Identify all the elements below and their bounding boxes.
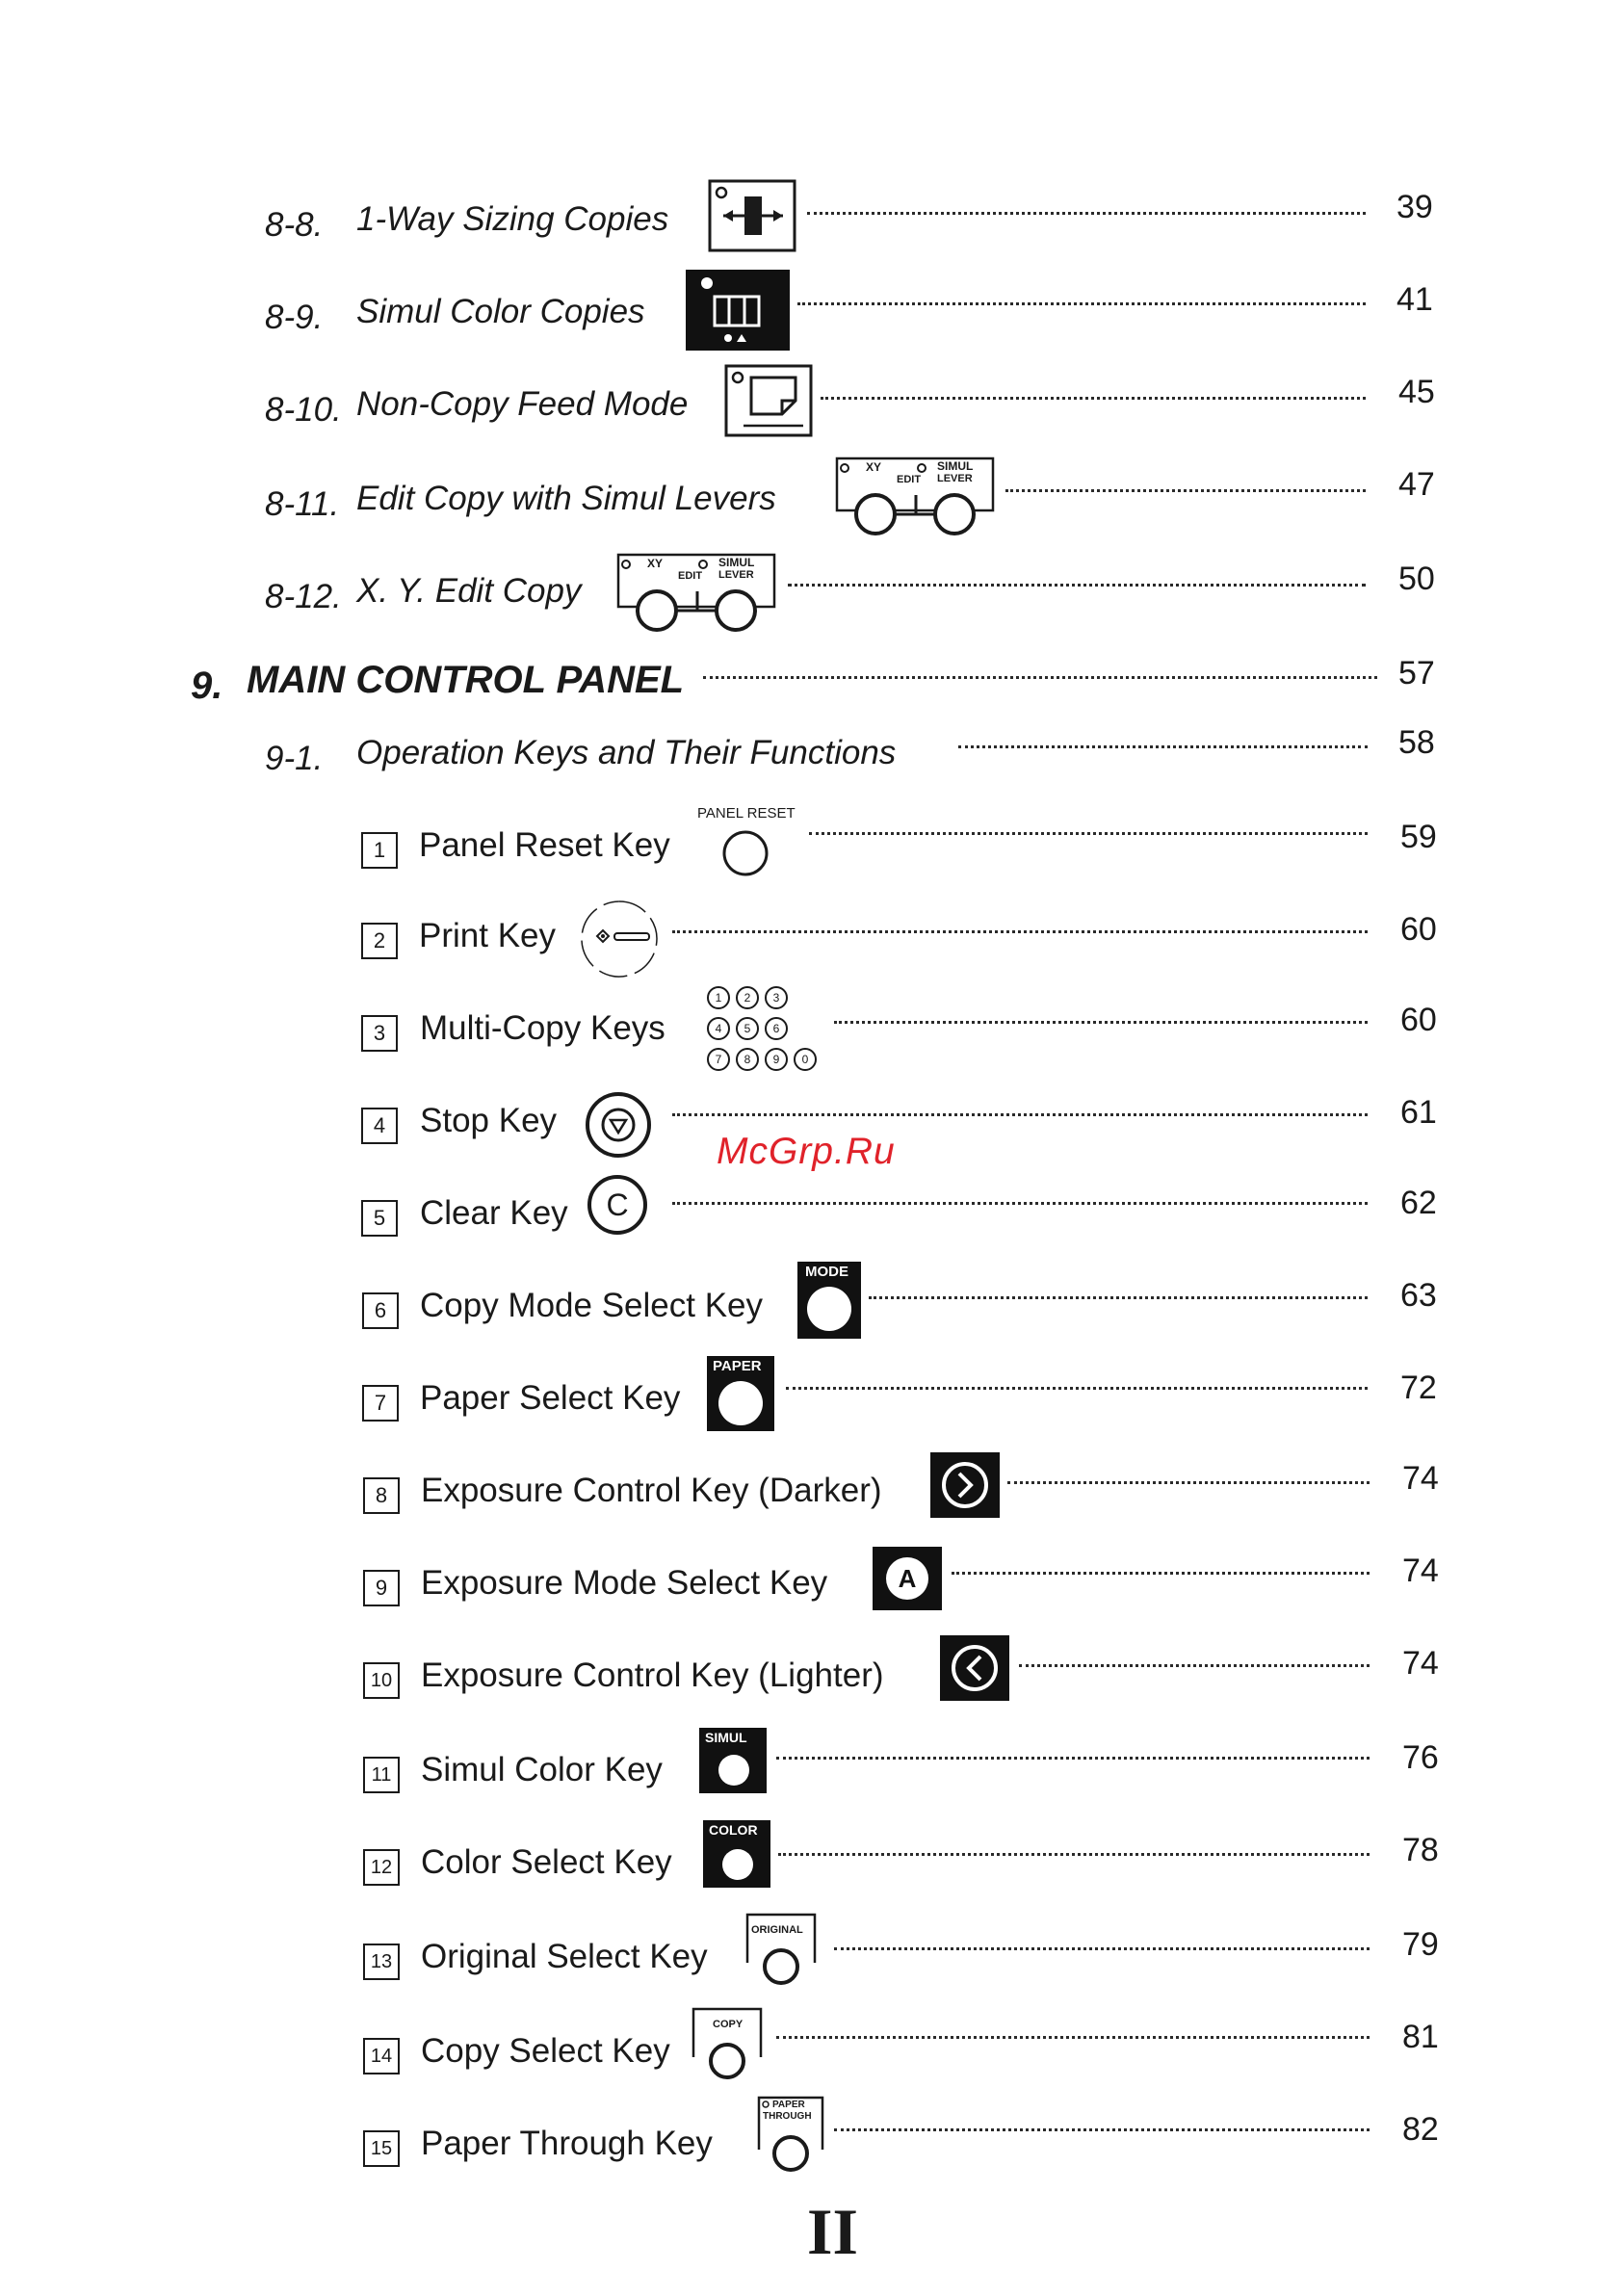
key-index-box: 1 [361,832,398,869]
key-index-box: 12 [363,1849,400,1886]
paper-key-icon [707,1356,774,1431]
page-number: 81 [1402,2019,1439,2055]
toc-key-2[interactable] [0,898,1618,990]
subsection-number: 9-1. [265,740,324,777]
watermark-text: McGrp.Ru [717,1131,896,1172]
print-key-icon [578,898,661,980]
paper-key-circle [718,1381,763,1425]
page-number: 76 [1402,1739,1439,1776]
page-number: 60 [1400,911,1437,948]
toc-key-5[interactable] [0,1175,1618,1267]
toc-key-7[interactable] [0,1356,1618,1448]
key-index-box: 5 [361,1200,398,1237]
leader-dots [821,397,1366,400]
leader-dots [788,584,1366,587]
toc-subsection-9-1[interactable] [0,722,1618,815]
page-number: 74 [1402,1552,1439,1589]
color-label: COLOR [709,1822,758,1838]
key-index-box: 8 [363,1477,400,1514]
key-label: Clear Key [420,1194,568,1232]
digit-key-3: 3 [765,986,788,1009]
key-index-box: 14 [363,2038,400,2074]
key-label: Paper Through Key [421,2125,713,2162]
paper-label: PAPER [713,1358,762,1374]
paper-through-label-2: THROUGH [763,2111,812,2122]
leader-dots [786,1387,1368,1390]
page-number: 47 [1398,466,1435,503]
color-key-icon [703,1820,770,1888]
non-copy-feed-icon [724,364,813,437]
toc-key-14[interactable] [0,2007,1618,2100]
simul-color-copies-icon [686,270,790,351]
leader-dots [703,676,1377,679]
toc-key-6[interactable] [0,1262,1618,1354]
key-label: Stop Key [420,1102,558,1139]
leader-dots [776,1757,1370,1760]
color-key-circle [722,1849,753,1880]
paper-through-key-icon [757,2096,824,2177]
leader-dots [1005,489,1366,492]
page-number: 74 [1402,1645,1439,1682]
panel-reset-label: PANEL RESET [697,805,796,822]
page-number: 74 [1402,1460,1439,1497]
toc-key-1[interactable] [0,805,1618,898]
leader-dots [1007,1481,1370,1484]
chevron-right-icon [930,1452,1000,1518]
page-number: 57 [1398,655,1435,691]
key-index-box: 7 [362,1385,399,1422]
key-index-box: 10 [363,1662,400,1699]
simul-label: SIMUL [937,459,974,473]
key-index-box: 11 [363,1757,400,1793]
xy-label: XY [647,557,664,570]
toc-entry-8-9[interactable] [0,270,1618,362]
simul-label: SIMUL [718,556,755,569]
toc-key-9[interactable] [0,1539,1618,1631]
leader-dots [797,302,1366,305]
key-label: Simul Color Key [421,1751,663,1788]
digit-key-0: 0 [794,1048,817,1071]
xy-label: XY [866,460,882,474]
clear-key-icon [587,1175,647,1235]
subsection-title: Operation Keys and Their Functions [356,734,897,771]
key-index-box: 15 [363,2130,400,2167]
page-roman-numeral: II [807,2195,858,2268]
toc-entry-8-8[interactable] [0,179,1618,272]
key-index-box: 9 [363,1570,400,1606]
toc-key-13[interactable] [0,1913,1618,2005]
leader-dots [1019,1664,1370,1667]
digit-key-4: 4 [707,1017,730,1040]
page-number: 60 [1400,1002,1437,1038]
mode-key-icon [797,1262,861,1339]
digit-key-9: 9 [765,1048,788,1071]
page-number: 59 [1400,819,1437,855]
simul-lever-panel-icon [833,457,997,539]
key-label: Print Key [419,917,556,954]
key-label: Copy Select Key [421,2032,670,2070]
key-label: Multi-Copy Keys [420,1009,665,1047]
panel-reset-icon [720,828,770,878]
toc-entry-8-12[interactable] [0,551,1618,643]
leader-dots [778,1853,1370,1856]
copy-label: COPY [713,2019,744,2030]
page-number: 82 [1402,2111,1439,2148]
toc-entry-8-11[interactable] [0,457,1618,549]
entry-title: Non-Copy Feed Mode [356,385,689,423]
mode-label: MODE [805,1264,848,1280]
digit-key-8: 8 [736,1048,759,1071]
toc-key-10[interactable] [0,1631,1618,1724]
page-number: 61 [1400,1094,1437,1131]
xy-edit-panel-icon [614,553,778,636]
entry-number: 8-10. [265,391,342,429]
page-number: 39 [1396,189,1433,225]
key-label: Color Select Key [421,1843,672,1881]
key-label: Panel Reset Key [419,826,670,864]
page-number: 45 [1398,374,1435,410]
leader-dots [809,832,1368,835]
chevron-left-icon [940,1635,1009,1701]
entry-title: 1-Way Sizing Copies [356,200,669,238]
simul-label: SIMUL [705,1730,747,1745]
entry-number: 8-12. [265,578,342,615]
page-number: 79 [1402,1926,1439,1963]
entry-title: Simul Color Copies [356,293,645,330]
leader-dots [672,1113,1368,1116]
key-label: Copy Mode Select Key [420,1287,764,1324]
toc-key-3[interactable] [0,990,1618,1083]
auto-exposure-icon [873,1547,942,1610]
key-label: Exposure Control Key (Darker) [421,1472,882,1509]
entry-number: 8-11. [265,485,340,523]
auto-exposure-letter: A [898,1564,917,1593]
leader-dots [672,1202,1368,1205]
digit-key-6: 6 [765,1017,788,1040]
toc-key-12[interactable] [0,1820,1618,1913]
toc-key-8[interactable] [0,1447,1618,1539]
page-number: 58 [1398,724,1435,761]
lever-label: LEVER [718,569,754,581]
key-label: Paper Select Key [420,1379,681,1417]
entry-number: 8-9. [265,299,324,336]
page-number: 50 [1398,561,1435,597]
page-number: 63 [1400,1277,1437,1314]
digit-key-5: 5 [736,1017,759,1040]
edit-label: EDIT [897,474,922,485]
key-label: Exposure Control Key (Lighter) [421,1657,884,1694]
lever-label: LEVER [937,473,973,484]
mode-key-circle [807,1287,851,1331]
toc-entry-8-10[interactable] [0,364,1618,457]
clear-key-letter: C [606,1187,629,1222]
auto-exposure-circle [886,1557,928,1600]
one-way-sizing-icon [708,179,796,252]
digit-key-2: 2 [736,986,759,1009]
original-key-icon [745,1913,817,1990]
numeric-keypad-icon [707,986,822,1075]
leader-dots [958,745,1368,748]
paper-through-label-1: PAPER [772,2100,805,2110]
key-index-box: 6 [362,1292,399,1329]
simul-key-circle [718,1755,749,1786]
page-number: 62 [1400,1185,1437,1221]
stop-key-icon [584,1090,653,1160]
leader-dots [672,930,1368,933]
page-number: 41 [1396,281,1433,318]
edit-label: EDIT [678,570,703,582]
key-label: Exposure Mode Select Key [421,1564,828,1602]
original-label: ORIGINAL [751,1924,803,1936]
key-index-box: 3 [361,1015,398,1052]
leader-dots [776,2036,1370,2039]
key-label: Original Select Key [421,1938,708,1975]
simul-key-icon [699,1728,767,1793]
leader-dots [869,1296,1368,1299]
key-index-box: 13 [363,1944,400,1980]
toc-key-11[interactable] [0,1728,1618,1820]
toc-key-15[interactable] [0,2096,1618,2188]
digit-key-7: 7 [707,1048,730,1071]
leader-dots [807,212,1366,215]
section-title: MAIN CONTROL PANEL [247,659,685,701]
entry-title: X. Y. Edit Copy [356,572,582,610]
key-index-box: 4 [361,1108,398,1144]
key-index-box: 2 [361,923,398,959]
leader-dots [834,1947,1370,1950]
section-number: 9. [191,665,223,707]
leader-dots [834,2128,1370,2131]
entry-number: 8-8. [265,206,324,244]
digit-key-1: 1 [707,986,730,1009]
entry-title: Edit Copy with Simul Levers [356,480,776,517]
leader-dots [952,1572,1370,1575]
copy-key-icon [692,2007,763,2084]
leader-dots [834,1021,1368,1024]
page-number: 78 [1402,1832,1439,1868]
page-number: 72 [1400,1370,1437,1406]
